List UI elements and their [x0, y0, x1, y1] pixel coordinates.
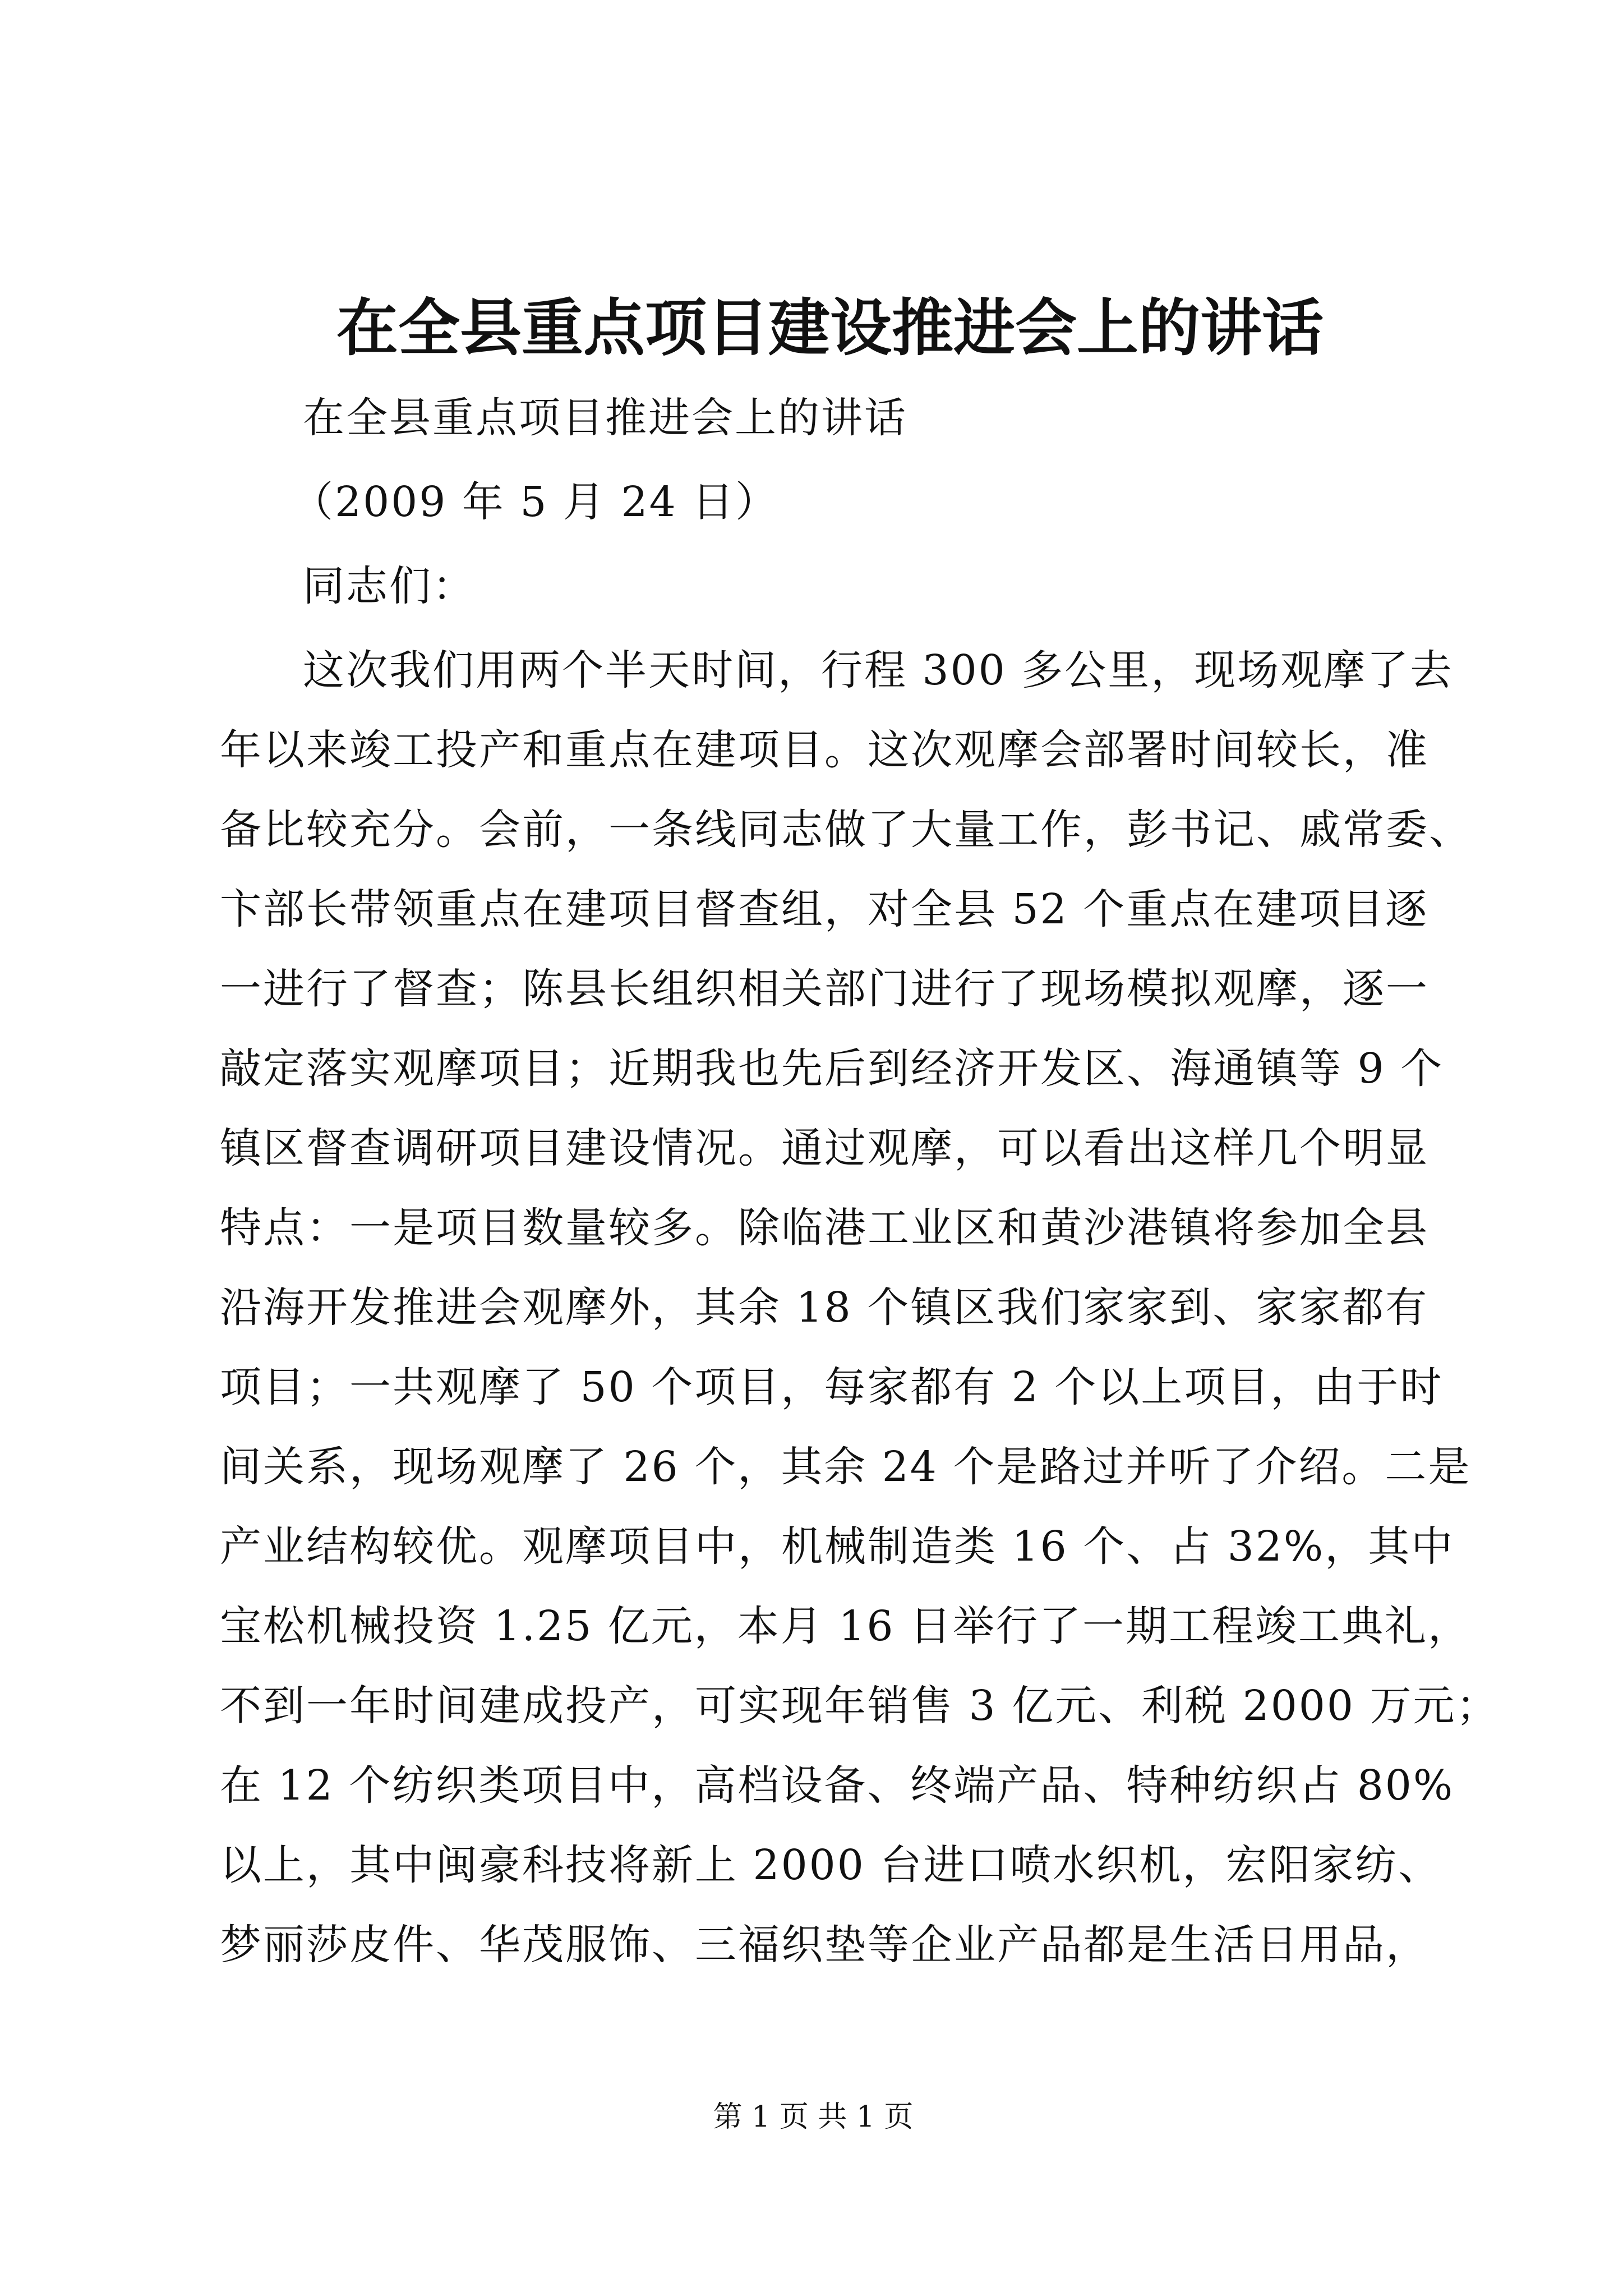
- salutation: 同志们：: [303, 562, 476, 610]
- document-title: 在全县重点项目建设推进会上的讲话: [336, 292, 1324, 364]
- speech-subtitle: 在全县重点项目推进会上的讲话: [303, 394, 907, 442]
- body-line: 在 12 个纺织类项目中，高档设备、终端产品、特种纺织占 80%: [220, 1761, 1455, 1810]
- body-line: 镇区督查调研项目建设情况。通过观摩，可以看出这样几个明显: [220, 1124, 1429, 1172]
- body-line: 一进行了督查；陈县长组织相关部门进行了现场模拟观摩，逐一: [220, 965, 1429, 1013]
- speech-date: （2009 年 5 月 24 日）: [292, 478, 779, 526]
- body-line: 特点：一是项目数量较多。除临港工业区和黄沙港镇将参加全县: [220, 1204, 1429, 1252]
- body-line: 间关系，现场观摩了 26 个，其余 24 个是路过并听了介绍。二是: [220, 1443, 1472, 1491]
- body-line: 以上，其中闽豪科技将新上 2000 台进口喷水织机，宏阳家纺、: [220, 1841, 1442, 1889]
- page-number-footer: 第 1 页 共 1 页: [713, 2100, 914, 2134]
- body-line: 沿海开发推进会观摩外，其余 18 个镇区我们家家到、家家都有: [220, 1283, 1429, 1332]
- body-line: 备比较充分。会前，一条线同志做了大量工作，彭书记、戚常委、: [220, 806, 1472, 854]
- body-line: 产业结构较优。观摩项目中，机械制造类 16 个、占 32%，其中: [220, 1522, 1455, 1571]
- body-line: 卞部长带领重点在建项目督查组，对全县 52 个重点在建项目逐: [220, 885, 1429, 933]
- body-line: 这次我们用两个半天时间，行程 300 多公里，现场观摩了去: [303, 646, 1454, 694]
- body-line: 不到一年时间建成投产，可实现年销售 3 亿元、利税 2000 万元；: [220, 1682, 1500, 1730]
- body-line: 项目；一共观摩了 50 个项目，每家都有 2 个以上项目，由于时: [220, 1363, 1444, 1411]
- body-line: 宝松机械投资 1.25 亿元，本月 16 日举行了一期工程竣工典礼，: [220, 1602, 1472, 1650]
- body-line: 年以来竣工投产和重点在建项目。这次观摩会部署时间较长，准: [220, 726, 1429, 774]
- body-line: 敲定落实观摩项目；近期我也先后到经济开发区、海通镇等 9 个: [220, 1045, 1444, 1093]
- body-line: 梦丽莎皮件、华茂服饰、三福织垫等企业产品都是生活日用品，: [220, 1921, 1429, 1969]
